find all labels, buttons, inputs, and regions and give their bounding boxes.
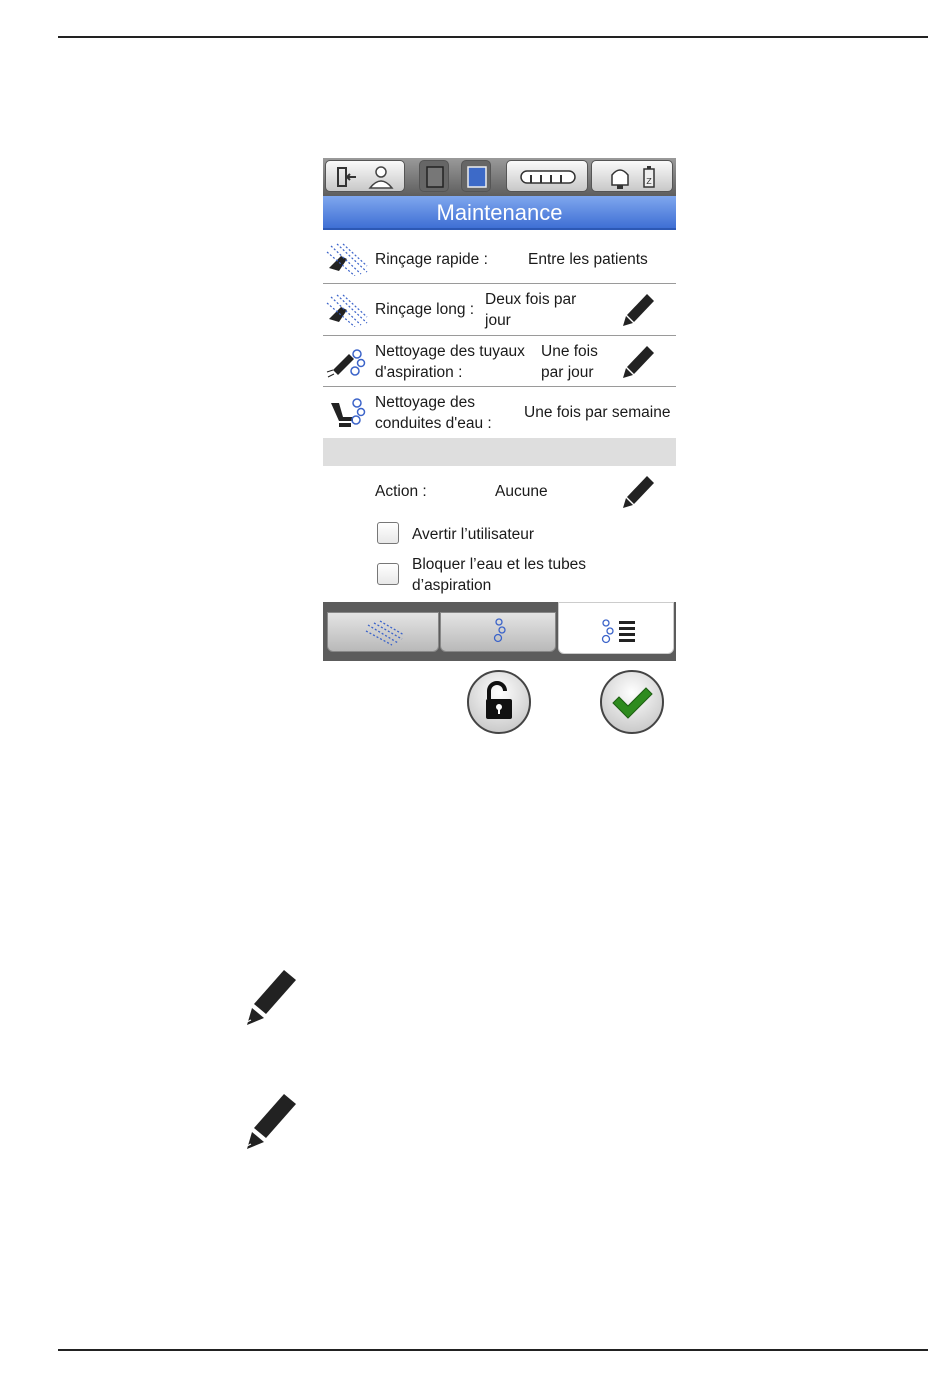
block-water-checkbox[interactable] [377,563,399,585]
screen-button[interactable] [461,160,491,192]
waterline-cleaning-icon [325,395,369,431]
top-rule [58,36,928,38]
bell-icon [592,161,674,193]
bottom-tab-bar [323,602,676,661]
list-item-long-rinse[interactable] [323,284,676,336]
tab-bubbles[interactable] [440,612,556,652]
bubbles-list-tab-icon [559,603,675,655]
row-label-line2: conduites d'eau : [375,415,492,432]
rinse-icon [325,242,369,276]
rinse-icon [325,293,369,327]
section-divider [323,438,676,466]
list-item-suction-cleaning[interactable] [323,336,676,387]
device-screen [323,158,676,661]
row-label-line1: Nettoyage des tuyaux [375,343,525,360]
exit-to-patient-icon [326,161,406,193]
top-toolbar [323,158,676,196]
suction-cleaning-icon [325,344,369,380]
rinse-tab-icon [328,613,440,653]
list-item-quick-rinse[interactable] [323,234,676,284]
action-value: Aucune [495,483,548,500]
unlock-button[interactable] [466,669,532,735]
block-water-label-line2: d’aspiration [412,577,492,594]
row-label: Rinçage rapide : [375,251,488,268]
status-button[interactable] [591,160,673,192]
row-value: Entre les patients [528,251,648,268]
row-value-line1: Deux fois par [485,291,577,308]
row-value-line2: jour [485,312,511,329]
row-label-line1: Nettoyage des [375,394,475,411]
row-value: Une fois par semaine [524,404,671,421]
notify-user-label: Avertir l’utilisateur [412,526,535,543]
block-water-label-line1: Bloquer l’eau et les tubes [412,556,587,573]
list-item-waterline-cleaning[interactable] [323,387,676,438]
row-value-line1: Une fois [541,343,598,360]
bottom-rule [58,1349,928,1351]
pencil-icon[interactable] [620,292,656,328]
row-label-line2: d'aspiration : [375,364,463,381]
screen-icon [462,161,492,193]
instrument-button[interactable] [506,160,588,192]
exit-patient-button[interactable] [325,160,405,192]
action-section [323,466,676,602]
confirm-button[interactable] [599,669,665,735]
bubbles-tab-icon [441,613,557,653]
action-label: Action : [375,483,427,500]
pencil-icon [244,1092,298,1150]
tab-rinse[interactable] [327,612,439,652]
tab-bubbles-list[interactable] [558,602,674,654]
pencil-icon [244,968,298,1026]
instrument-tray-icon [507,161,589,193]
page-icon [420,161,450,193]
row-label: Rinçage long : [375,301,475,318]
svg-text:Z: Z [646,177,652,186]
page-button[interactable] [419,160,449,192]
screen-title: Maintenance [323,196,676,230]
pencil-icon[interactable] [620,344,656,380]
row-value-line2: par jour [541,364,594,381]
notify-user-checkbox[interactable] [377,522,399,544]
pencil-icon[interactable] [620,474,656,510]
